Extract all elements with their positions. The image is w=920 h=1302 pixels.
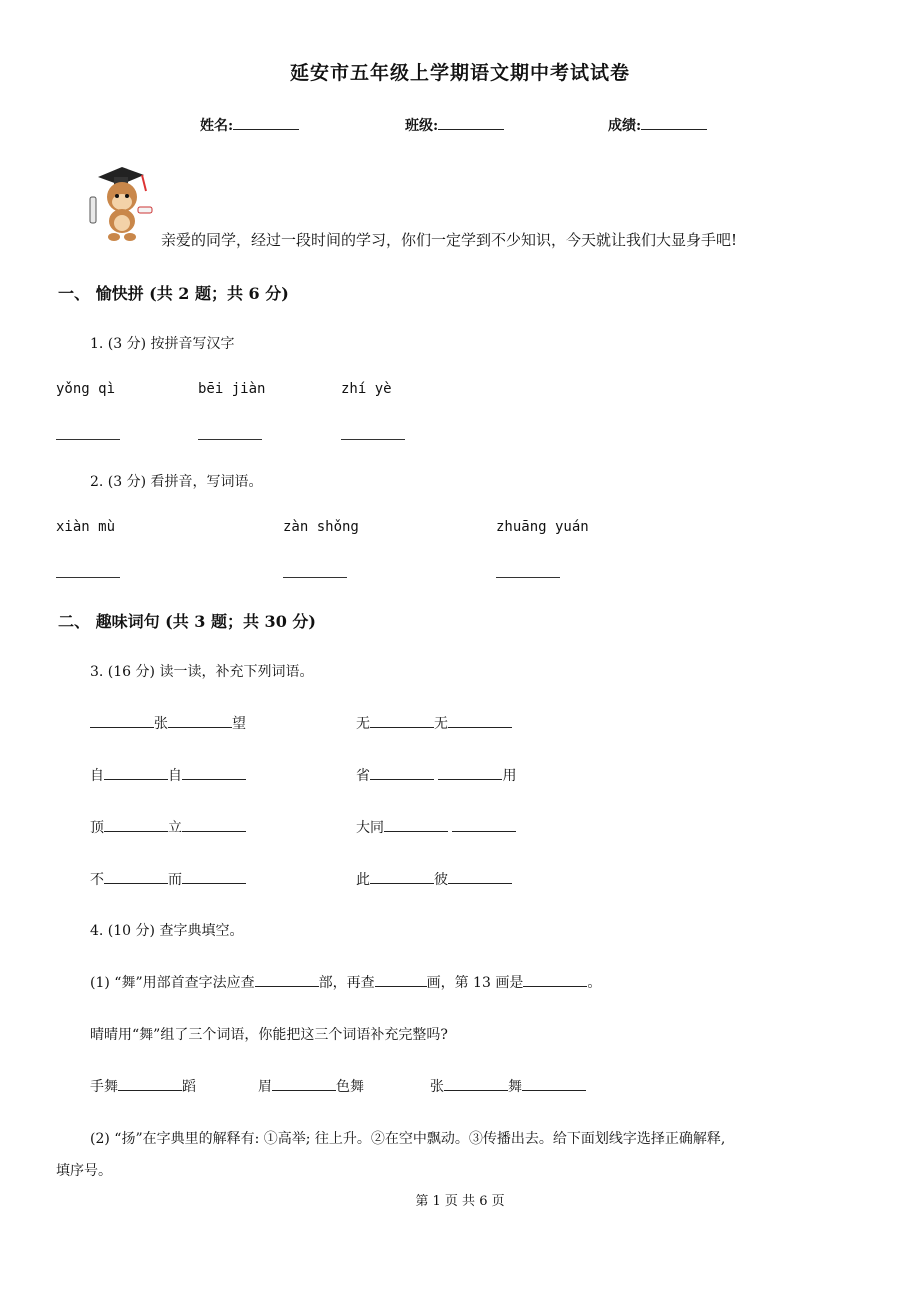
q2-pinyin-3: zhuāng yuán [496, 519, 589, 535]
page-footer: 第 1 页 共 6 页 [415, 1194, 505, 1209]
name-label: 姓名: [200, 118, 234, 134]
q2-answer-line-1 [56, 577, 120, 578]
q4-part-2-cont: 填序号。 [56, 1163, 112, 1179]
q1-answer-line-1 [56, 439, 120, 440]
q3-idiom-7: 大同 [356, 817, 516, 837]
q1-answer-line-2 [198, 439, 262, 440]
q2-answer-line-2 [283, 577, 347, 578]
q1-pinyin-2: bēi jiàn [198, 381, 266, 397]
q2-pinyin-2: zàn shǒng [283, 519, 359, 535]
score-label: 成绩: [608, 118, 642, 134]
q4-part-2: (2) “扬”在字典里的解释有: ①高举; 往上升。②在空中飘动。③传播出去。给下面划线字选择正确解释, [90, 1131, 726, 1147]
q1-pinyin-3: zhí yè [341, 381, 392, 397]
q4-stem: 4. (10 分) 查字典填空。 [90, 923, 244, 939]
q4-word-1: 手舞 蹈 [90, 1076, 196, 1096]
name-blank [233, 115, 299, 130]
q3-stem: 3. (16 分) 读一读，补充下列词语。 [90, 664, 314, 680]
score-blank [641, 115, 707, 130]
q4-word-3: 张 舞 [430, 1076, 586, 1096]
class-label: 班级: [405, 118, 439, 134]
section-1-title: 一、 愉快拼 (共 2 题；共 6 分) [58, 284, 289, 303]
q4-part-1: (1) “舞”用部首查字法应查 部，再查 画，第 13 画是 。 [90, 972, 601, 992]
section-2-title: 二、 趣味词句 (共 3 题；共 30 分) [58, 612, 316, 631]
q4-part-1-instruction: 晴晴用“舞”组了三个词语，你能把这三个词语补充完整吗? [90, 1027, 448, 1043]
q1-answer-line-3 [341, 439, 405, 440]
graduate-monkey-icon [84, 163, 156, 245]
q3-idiom-6: 省 用 [356, 765, 516, 785]
q3-idiom-3: 顶 立 [90, 817, 246, 837]
q2-answer-line-3 [496, 577, 560, 578]
class-field [405, 115, 504, 135]
q4-word-2: 眉 色舞 [258, 1076, 364, 1096]
greeting-text: 亲爱的同学，经过一段时间的学习，你们一定学到不少知识，今天就让我们大显身手吧! [161, 231, 738, 249]
page-title: 延安市五年级上学期语文期中考试试卷 [289, 62, 630, 84]
name-field [200, 115, 299, 135]
q3-idiom-4: 不 而 [90, 869, 246, 889]
q2-pinyin-1: xiàn mù [56, 519, 116, 535]
q3-idiom-5: 无 无 [356, 713, 512, 733]
q1-pinyin-1: yǒng qì [56, 381, 116, 397]
score-field [608, 115, 707, 135]
q3-idiom-1: 张 望 [90, 713, 246, 733]
q3-idiom-8: 此 彼 [356, 869, 512, 889]
q1-stem: 1. (3 分) 按拼音写汉字 [90, 336, 235, 352]
class-blank [438, 115, 504, 130]
q3-idiom-2: 自 自 [90, 765, 246, 785]
q2-stem: 2. (3 分) 看拼音，写词语。 [90, 474, 263, 490]
